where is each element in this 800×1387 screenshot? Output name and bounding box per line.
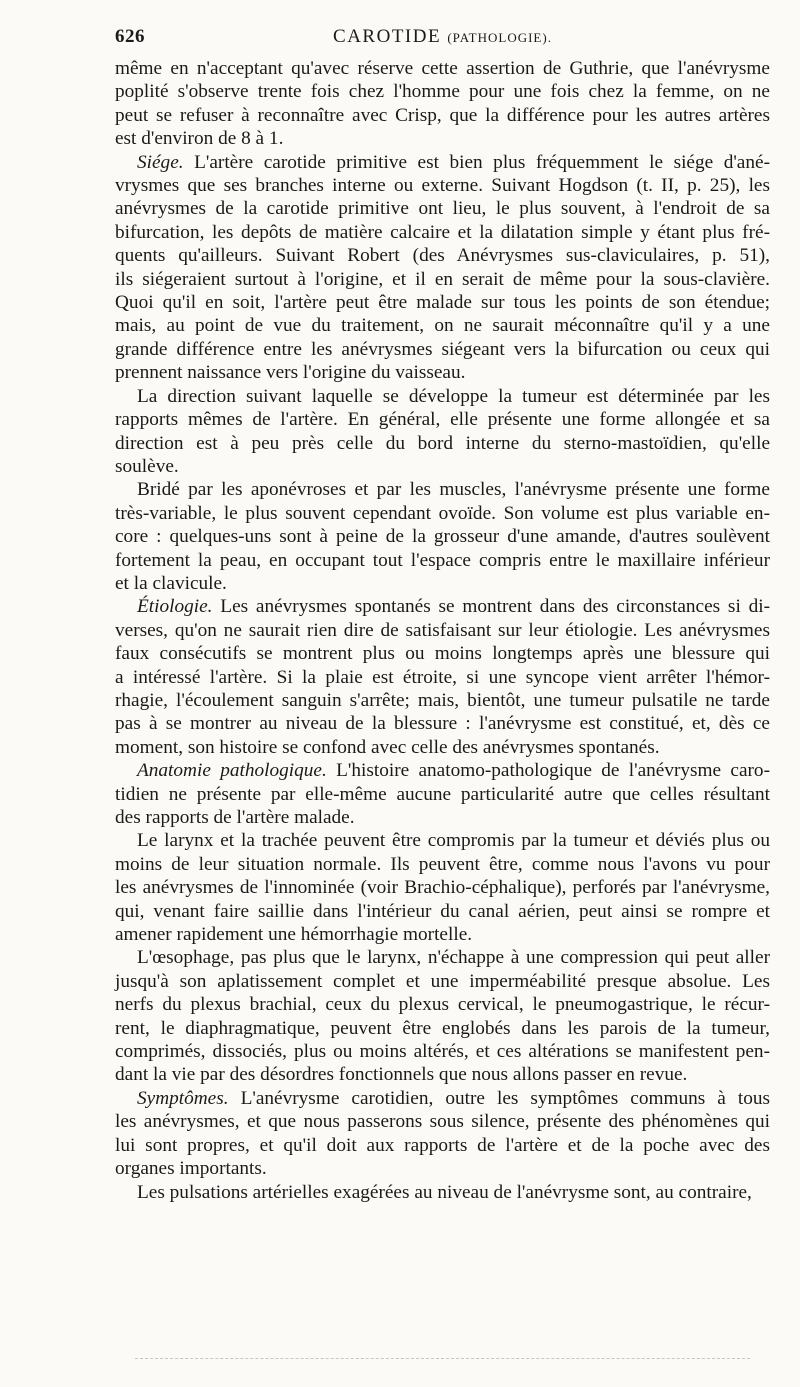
line-text: core : quelques-uns sont à peine de la grosseur d'une amande, d'autres soulèvent — [115, 526, 770, 548]
running-title-main: CAROTIDE — [333, 26, 442, 47]
paragraph — [115, 1181, 770, 1204]
text-line — [115, 1181, 770, 1204]
page-number: 626 — [115, 26, 145, 47]
text-line — [115, 455, 770, 478]
line-text: peut se refuser à reconnaître avec Crisp, que la différence pour les autres artères — [115, 104, 770, 126]
line-text: fortement la peau, en occupant tout l'espace compris entre le maxillaire inférieur — [115, 549, 770, 571]
text-line — [115, 783, 770, 806]
line-text: des rapports de l'artère malade. — [115, 807, 355, 828]
paragraph — [115, 946, 770, 1086]
line-text: direction est à peu près celle du bord interne du sterno-mastoïdien, qu'elle — [115, 432, 770, 454]
line-text: Le larynx et la trachée peuvent être compromis par la tumeur et déviés plus ou — [137, 830, 770, 852]
line-text: quents qu'ailleurs. Suivant Robert (des Anévrysmes sus-claviculaires, p. 51), — [115, 245, 770, 267]
text-line — [115, 478, 770, 501]
line-text: La direction suivant laquelle se développe la tumeur est déterminée par les — [137, 385, 770, 407]
body-text — [115, 57, 770, 1204]
line-text: comprimés, dissociés, plus ou moins altérés, et ces altérations se manifestent pen- — [115, 1041, 770, 1063]
line-text: a intéressé l'artère. Si la plaie est étroite, si une syncope vient arrêter l'hémor- — [115, 666, 770, 688]
line-text: rent, le diaphragmatique, peuvent être englobés dans les parois de la tumeur, — [115, 1017, 770, 1039]
line-text: poplité s'observe trente fois chez l'homme pour une fois chez la femme, on ne — [115, 81, 770, 103]
line-text: L'histoire anatomo-pathologique de l'anévrysme caro- — [326, 760, 770, 782]
line-text: lui sont propres, et qu'il doit aux rapports de l'artère et de la poche avec des — [115, 1134, 770, 1156]
line-text: amener rapidement une hémorrhagie mortelle. — [115, 924, 473, 946]
text-line — [115, 80, 770, 103]
line-text: Quoi qu'il en soit, l'artère peut être malade sur tous les points de son étendue; — [115, 292, 770, 314]
text-line — [115, 174, 770, 197]
section-heading: Symptômes. — [137, 1087, 229, 1109]
text-line — [115, 806, 770, 829]
text-line — [115, 127, 770, 150]
line-text: soulève. — [115, 455, 179, 477]
line-text: est d'environ de 8 à 1. — [115, 128, 284, 150]
text-line — [115, 712, 770, 735]
text-line — [115, 432, 770, 455]
line-text: nerfs du plexus brachial, ceux du plexus cervical, le pneumogastrique, le récur- — [115, 994, 770, 1016]
text-line — [115, 666, 770, 689]
text-line — [115, 946, 770, 969]
text-line — [115, 923, 770, 946]
paragraph — [115, 57, 770, 151]
text-line — [115, 759, 770, 782]
line-text: et la clavicule. — [115, 572, 227, 594]
text-line — [115, 197, 770, 220]
line-text: pas à se montrer au niveau de la blessure : l'anévrysme est constitué, et, dès ce — [115, 713, 770, 735]
text-line — [115, 408, 770, 431]
text-line — [115, 1017, 770, 1040]
text-line — [115, 900, 770, 923]
line-text: moins de leur situation normale. Ils peuvent être, comme nous l'avons vu pour — [115, 853, 770, 875]
text-line — [115, 853, 770, 876]
text-line — [115, 151, 770, 174]
text-line — [115, 57, 770, 80]
line-text: anévrysmes de la carotide primitive ont lieu, le plus souvent, à l'endroit de sa — [115, 198, 770, 220]
running-title — [115, 26, 770, 48]
paragraph — [115, 478, 770, 595]
text-line — [115, 970, 770, 993]
text-line — [115, 549, 770, 572]
text-line — [115, 268, 770, 291]
text-line — [115, 572, 770, 595]
text-line — [115, 1040, 770, 1063]
footer-rule — [135, 1358, 750, 1359]
paragraph — [115, 385, 770, 479]
line-text: grande différence entre les anévrysmes siégeant vers la bifurcation ou ceux qui — [115, 338, 770, 360]
section-heading: Étiologie. — [137, 596, 213, 618]
text-line — [115, 525, 770, 548]
text-line — [115, 1157, 770, 1180]
text-line — [115, 876, 770, 899]
paragraph — [115, 595, 770, 759]
paragraph — [115, 151, 770, 385]
line-text: moment, son histoire se confond avec celle des anévrysmes spontanés. — [115, 736, 660, 758]
paragraph — [115, 1087, 770, 1181]
text-line — [115, 1134, 770, 1157]
section-heading: Siége. — [137, 151, 184, 173]
line-text: rhagie, l'écoulement sanguin s'arrête; mais, bientôt, une tumeur pulsatile ne tarde — [115, 689, 770, 711]
line-text: faux consécutifs se montrent plus ou moins longtemps après une blessure qui — [115, 643, 770, 665]
line-text: Les pulsations artérielles exagérées au niveau de l'anévrysme sont, au contraire, — [137, 1181, 752, 1203]
line-text: ils siégeraient surtout à l'origine, et il en serait de même pour la sous-clavière. — [115, 268, 770, 290]
text-line — [115, 291, 770, 314]
text-line — [115, 104, 770, 127]
line-text: tidien ne présente par elle-même aucune particularité autre que celles résultant — [115, 783, 770, 805]
line-text: rapports mêmes de l'artère. En général, elle présente une forme allongée et sa — [115, 409, 770, 431]
line-text: les anévrysmes, et que nous passerons sous silence, présente des phénomènes qui — [115, 1111, 770, 1133]
text-line — [115, 244, 770, 267]
line-text: qui, venant faire saillie dans l'intérieur du canal aérien, peut ainsi se rompre et — [115, 900, 770, 922]
line-text: verses, qu'on ne saurait rien dire de satisfaisant sur leur étiologie. Les anévrysmes — [115, 619, 770, 641]
text-line — [115, 736, 770, 759]
text-line — [115, 689, 770, 712]
text-line — [115, 361, 770, 384]
text-line — [115, 1110, 770, 1133]
paragraph — [115, 759, 770, 829]
section-heading: Anatomie pathologique. — [137, 760, 327, 782]
line-text: Bridé par les aponévroses et par les muscles, l'anévrysme présente une forme — [137, 479, 770, 501]
line-text: L'anévrysme carotidien, outre les symptômes communs à tous — [228, 1087, 770, 1109]
text-line — [115, 221, 770, 244]
line-text: les anévrysmes de l'innominée (voir Brachio-céphalique), perforés par l'anévrysme, — [115, 877, 770, 899]
line-text: prennent naissance vers l'origine du vaisseau. — [115, 362, 466, 384]
text-line — [115, 314, 770, 337]
line-text: même en n'acceptant qu'avec réserve cette assertion de Guthrie, que l'anévrysme — [115, 58, 770, 79]
line-text: jusqu'à son aplatissement complet et une imperméabilité presque absolue. Les — [115, 970, 770, 992]
running-title-sub: (PATHOLOGIE). — [447, 30, 552, 45]
page-header — [115, 26, 770, 54]
line-text: organes importants. — [115, 1158, 267, 1180]
paragraph — [115, 829, 770, 946]
line-text: très-variable, le plus souvent cependant ovoïde. Son volume est plus variable en- — [115, 502, 770, 524]
text-line — [115, 993, 770, 1016]
line-text: vrysmes que ses branches interne ou externe. Suivant Hogdson (t. II, p. 25), les — [115, 175, 770, 197]
text-line — [115, 1087, 770, 1110]
line-text: L'artère carotide primitive est bien plus fréquemment le siége d'ané- — [183, 151, 770, 173]
text-line — [115, 385, 770, 408]
line-text: bifurcation, les depôts de matière calcaire et la dilatation simple y étant plus fré- — [115, 221, 770, 243]
text-line — [115, 338, 770, 361]
line-text: dant la vie par des désordres fonctionnels que nous allons passer en revue. — [115, 1064, 688, 1086]
text-line — [115, 1063, 770, 1086]
text-line — [115, 619, 770, 642]
text-line — [115, 642, 770, 665]
line-text: L'œsophage, pas plus que le larynx, n'échappe à une compression qui peut aller — [137, 947, 770, 969]
text-line — [115, 595, 770, 618]
text-line — [115, 502, 770, 525]
line-text: mais, au point de vue du traitement, on ne saurait méconnaître qu'il y a une — [115, 315, 770, 337]
text-line — [115, 829, 770, 852]
line-text: Les anévrysmes spontanés se montrent dans des circonstances si di- — [212, 596, 770, 618]
